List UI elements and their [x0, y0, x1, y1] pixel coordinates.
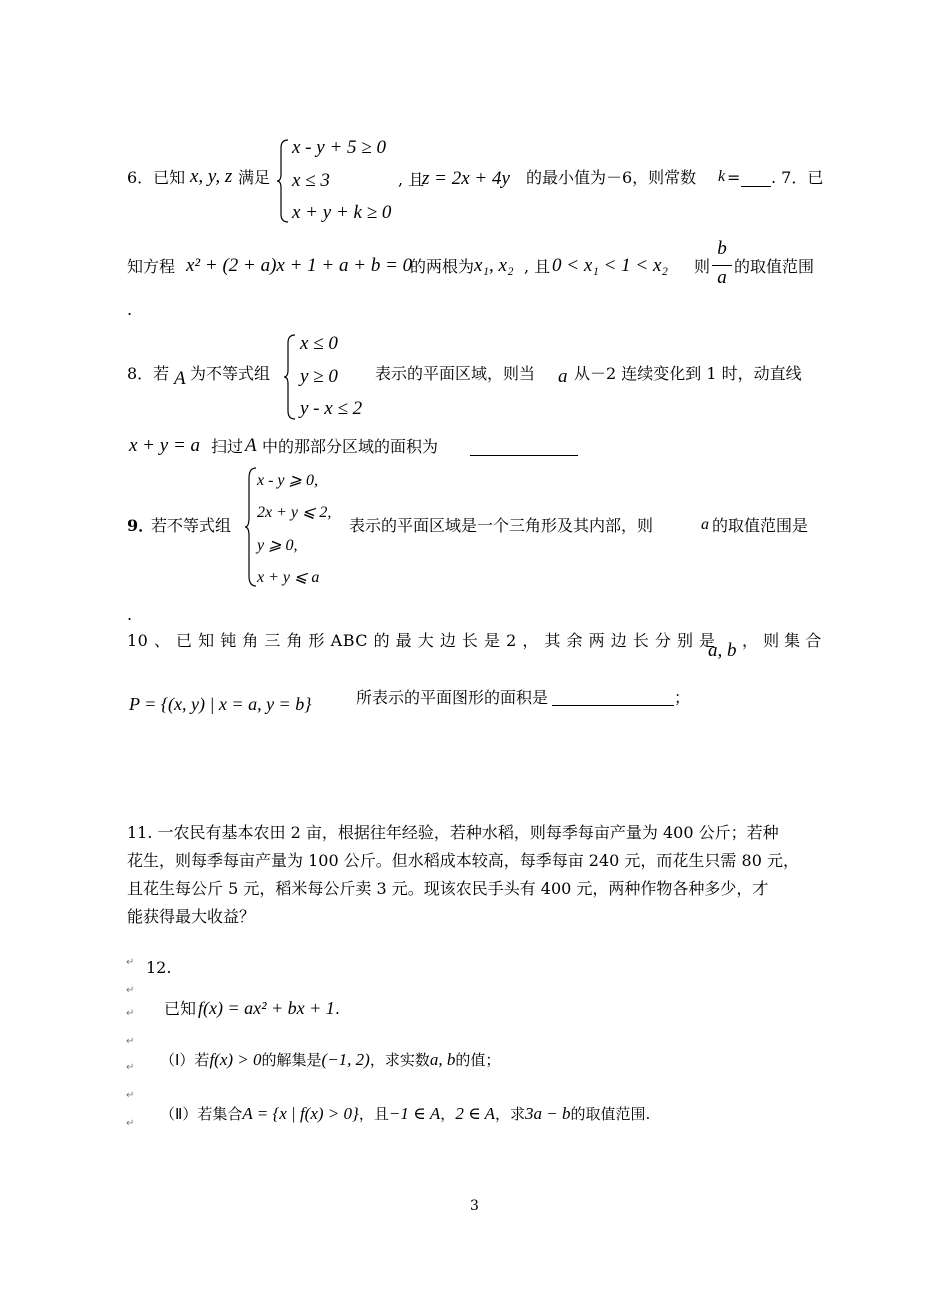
q12-part2-sep: ， [440, 1105, 456, 1123]
q7-frac-den: a [717, 267, 727, 288]
page-number: 3 [470, 1198, 479, 1214]
q12-part1-set: (−1, 2) [321, 1050, 370, 1069]
q12-line1-end: . [334, 999, 340, 1018]
q8-a: a [558, 366, 568, 387]
q7-dot: . [127, 300, 133, 319]
q8-mid: 为不等式组 [190, 364, 271, 383]
q6-tail: 的最小值为－6，则常数 [526, 168, 697, 187]
q12-part2-c2: 2 ∈ A [455, 1104, 495, 1123]
paragraph-mark-icon: ↵ [126, 1036, 135, 1047]
q12-line1-math: f(x) = ax² + bx + 1 [198, 998, 335, 1018]
q9-brace [244, 466, 258, 588]
q9-a: a [701, 516, 709, 533]
q11-line1: 11. 一农民有基本农田 2 亩，根据往年经验，若种水稻，则每季每亩产量为 400 公斤；若种 [127, 823, 779, 842]
q7-cond: , 且 [524, 257, 551, 276]
q12-part1 [160, 1049, 500, 1070]
q7-start: 知方程 [127, 257, 176, 276]
q9-line1: x - y ⩾ 0, [257, 472, 318, 489]
q9-line4: x + y ⩽ a [257, 569, 320, 586]
q7-tail: 的取值范围 [734, 257, 815, 276]
q10-line2: 所表示的平面图形的面积是 [356, 688, 549, 707]
q7-mid: 的两根为 [410, 257, 475, 276]
q12-part2-end: 的取值范围. [570, 1105, 651, 1123]
paragraph-mark-icon: ↵ [126, 1062, 135, 1073]
q8-line-expr: x + y = a [129, 435, 201, 456]
q8-line3: y - x ≤ 2 [300, 398, 363, 419]
q11-line3: 且花生每公斤 5 元，稻米每公斤卖 3 元。现该农民手头有 400 元，两种作物各种多少，才 [127, 879, 769, 898]
q7-roots: x₁, x₂ [474, 255, 514, 276]
q8-A2: A [245, 435, 257, 456]
q6-line3: x + y + k ≥ 0 [292, 202, 392, 223]
q11-line4: 能获得最大收益？ [127, 907, 256, 926]
q6-eq: = [727, 168, 741, 187]
q6-expr: z = 2x + 4y [422, 168, 510, 189]
q12-part1-mid2: ，求实数 [369, 1051, 430, 1069]
q10-end: ； [674, 688, 691, 707]
q10-set: P = {(x, y) | x = a, y = b} [129, 694, 312, 714]
q12-part1-pre: （Ⅰ）若 [160, 1051, 210, 1069]
q9-label: 9． [127, 516, 155, 535]
q10-line1: 10 、 已 知 钝 角 三 角 形 ABC 的 最 大 边 长 是 2 ， 其 余 两 边 长 分 别 是 [127, 631, 716, 650]
q6-k: k [718, 168, 726, 185]
q7-then: 则 [694, 257, 711, 276]
q10-line1-tail: ， 则 集 合 [742, 631, 822, 650]
q10-ab: a, b [708, 640, 737, 661]
q6-end: . 7．已 [771, 168, 824, 187]
q9-text2: 表示的平面区域是一个三角形及其内部，则 [349, 516, 654, 535]
paragraph-mark-icon: ↵ [126, 1118, 135, 1129]
q12-part2 [160, 1103, 650, 1124]
q12-part2-mid: ，且 [358, 1105, 389, 1123]
q6-answer-blank [741, 186, 771, 187]
q6-cond: , 且 [398, 170, 425, 189]
q6-label: 6．已知 [127, 168, 186, 187]
q8-brace [283, 333, 297, 421]
q9-dot: . [127, 605, 133, 624]
q8-line2: y ≥ 0 [300, 366, 338, 387]
q6-satisfy: 满足 [238, 168, 271, 187]
q12-part2-set: A = {x | f(x) > 0} [242, 1104, 359, 1123]
q8-text4: 中的那部分区域的面积为 [262, 437, 439, 456]
q12-part2-c1: −1 ∈ A [388, 1104, 441, 1123]
q8-line1: x ≤ 0 [300, 333, 338, 354]
q7-equation: x² + (2 + a)x + 1 + a + b = 0 [186, 255, 413, 276]
q8-text1: 表示的平面区域，则当 [375, 364, 536, 383]
q10-answer-blank [552, 705, 674, 706]
q8-answer-blank [470, 455, 578, 456]
q9-text3: 的取值范围是 [712, 516, 809, 535]
q8-text2: 从－2 连续变化到 1 时，动直线 [574, 364, 802, 383]
paragraph-mark-icon: ↵ [126, 985, 135, 996]
paragraph-mark-icon: ↵ [126, 1090, 135, 1101]
q12-part1-ab: a, b [429, 1050, 456, 1069]
q8-label: 8．若 [127, 364, 170, 383]
q7-frac-line [712, 265, 732, 266]
q6-brace [276, 138, 290, 224]
q6-line2: x ≤ 3 [292, 170, 330, 191]
q11-line2: 花生，则每季每亩产量为 100 公斤。但水稻成本较高，每季每亩 240 元，而花生只需 80 元， [127, 851, 799, 870]
q12-line1 [164, 996, 340, 1019]
q12-line1-pre: 已知 [164, 999, 197, 1018]
q12-part2-pre: （Ⅱ）若集合 [160, 1105, 243, 1123]
q12-part2-expr: 3a − b [525, 1104, 571, 1123]
q7-frac-num: b [717, 238, 727, 259]
paragraph-mark-icon: ↵ [126, 957, 135, 968]
q9-line2: 2x + y ⩽ 2, [257, 504, 332, 521]
q12-part1-math: f(x) > 0 [209, 1050, 262, 1069]
q7-ineq: 0 < x₁ < 1 < x₂ [552, 255, 669, 276]
q9-text1: 若不等式组 [151, 516, 232, 535]
q6-line1: x - y + 5 ≥ 0 [292, 137, 386, 158]
q12-part1-mid: 的解集是 [261, 1051, 322, 1069]
q12-part2-mid2: ，求 [494, 1105, 525, 1123]
q6-vars: x, y, z [190, 166, 233, 187]
q9-line3: y ⩾ 0, [257, 537, 298, 554]
q8-A: A [174, 368, 186, 389]
q12-part1-end: 的值； [455, 1051, 501, 1069]
q8-text3: 扫过 [211, 437, 244, 456]
q12-label: 12. [146, 958, 172, 977]
paragraph-mark-icon: ↵ [126, 1008, 135, 1019]
